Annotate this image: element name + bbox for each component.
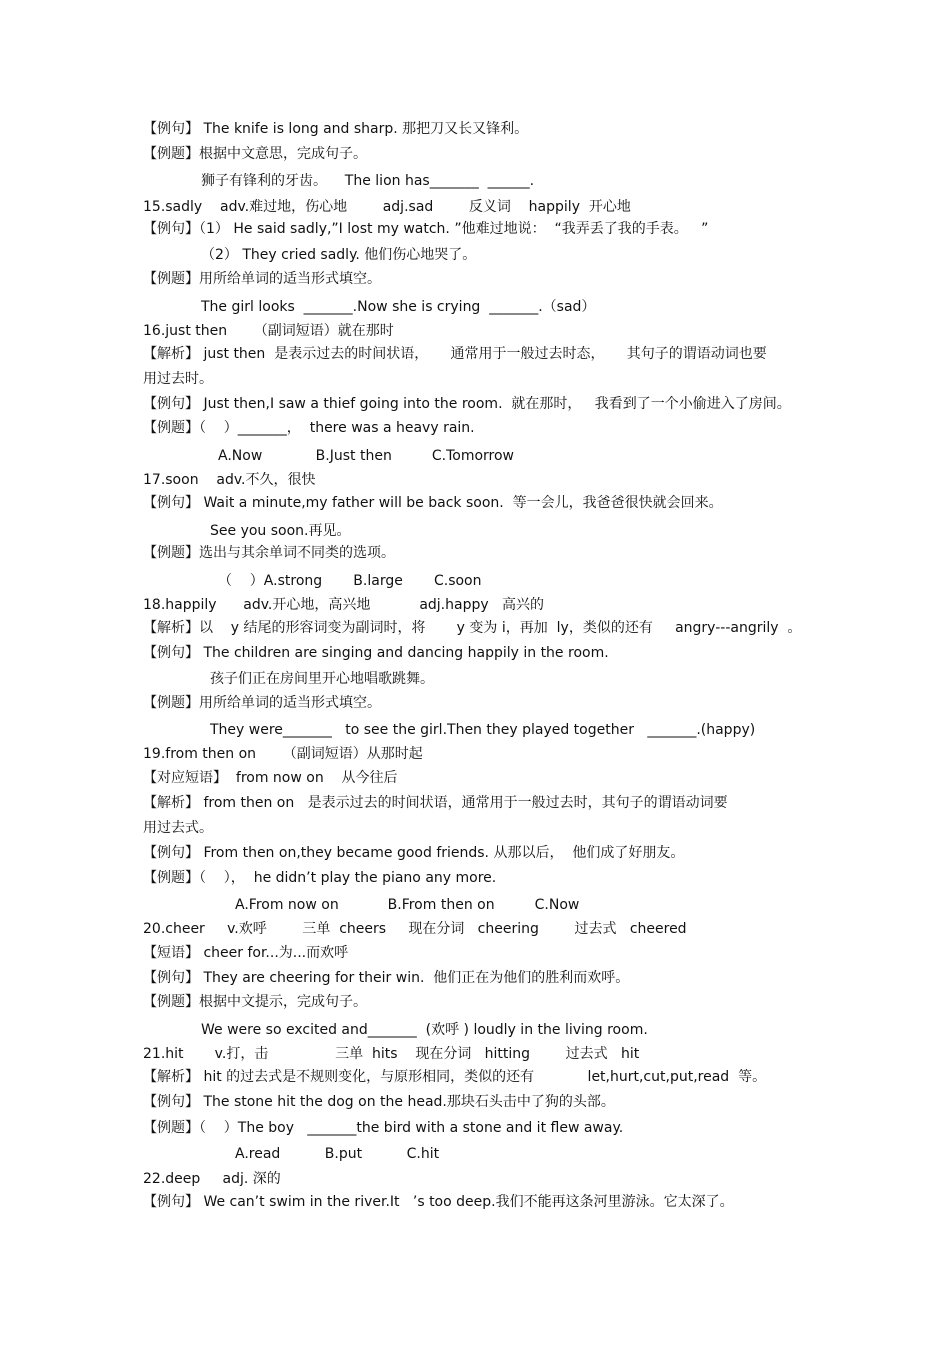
exercise-question: The girl looks _______.Now she is crying _______.（sad） (201, 299, 596, 315)
example-sentence: See you soon.再见。 (210, 523, 351, 539)
exercise-options: A.read B.put C.hit (235, 1146, 440, 1162)
analysis-text: 【解析】以 y 结尾的形容词变为副词时，将 y 变为 i，再加 ly，类似的还有 angry---angrily 。 (143, 620, 802, 636)
analysis-text: 【解析】 just then 是表示过去的时间状语， 通常用于一般过去时态， 其句子的谓语动词也要 (143, 346, 767, 362)
exercise-question: 【例题】（ ）_______， there was a heavy rain. (143, 420, 475, 436)
analysis-text: 用过去时。 (143, 371, 213, 387)
exercise-question: We were so excited and_______ (欢呼 ) loudly in the living room. (201, 1022, 648, 1038)
example-sentence: 【例句】 The knife is long and sharp. 那把刀又长又锋利。 (143, 121, 529, 137)
vocab-entry-20: 20.cheer v.欢呼 三单 cheers 现在分词 cheering 过去式 cheered (143, 921, 687, 937)
example-sentence: 【例句】 Just then,I saw a thief going into the room. 就在那时， 我看到了一个小偷进入了房间。 (143, 396, 791, 412)
example-sentence: 【例句】 Wait a minute,my father will be back soon. 等一会儿，我爸爸很快就会回来。 (143, 495, 723, 511)
vocab-entry-17: 17.soon adv.不久，很快 (143, 472, 316, 488)
example-sentence: 【例句】 From then on,they became good friends. 从那以后， 他们成了好朋友。 (143, 845, 685, 861)
analysis-text: 【解析】 hit 的过去式是不规则变化，与原形相同，类似的还有 let,hurt,cut,put,read 等。 (143, 1069, 767, 1085)
exercise-question: They were_______ to see the girl.Then they played together _______.(happy) (210, 722, 756, 738)
analysis-text: 【解析】 from then on 是表示过去的时间状语，通常用于一般过去时，其句子的谓语动词要 (143, 795, 728, 811)
example-sentence: （2） They cried sadly. 他们伤心地哭了。 (201, 247, 477, 263)
exercise-question: 狮子有锋利的牙齿。 The lion has_______ ______. (201, 173, 535, 189)
exercise-options: A.From now on B.From then on C.Now (235, 897, 580, 913)
vocab-entry-22: 22.deep adj. 深的 (143, 1171, 281, 1187)
phrase-entry: 【短语】 cheer for...为...而欢呼 (143, 945, 349, 961)
phrase-entry: 【对应短语】 from now on 从今往后 (143, 770, 398, 786)
example-sentence: 【例句】 The stone hit the dog on the head.那块石头击中了狗的头部。 (143, 1094, 615, 1110)
exercise-instruction: 【例题】根据中文意思，完成句子。 (143, 146, 367, 162)
vocab-entry-18: 18.happily adv.开心地，高兴地 adj.happy 高兴的 (143, 597, 544, 613)
vocab-entry-21: 21.hit v.打，击 三单 hits 现在分词 hitting 过去式 hit (143, 1046, 640, 1062)
exercise-options: （ ）A.strong B.large C.soon (218, 573, 482, 589)
vocab-entry-19: 19.from then on （副词短语）从那时起 (143, 746, 423, 762)
example-sentence: 【例句】 The children are singing and dancing happily in the room. (143, 645, 609, 661)
example-sentence: 【例句】（1） He said sadly,”I lost my watch. ”他难过地说： “我弄丢了我的手表。 ” (143, 221, 709, 237)
exercise-instruction: 【例题】用所给单词的适当形式填空。 (143, 695, 381, 711)
vocab-entry-16: 16.just then （副词短语）就在那时 (143, 323, 394, 339)
analysis-text: 用过去式。 (143, 820, 213, 836)
exercise-options: A.Now B.Just then C.Tomorrow (218, 448, 515, 464)
exercise-question: 【例题】（ ）， he didn’t play the piano any more. (143, 870, 497, 886)
exercise-question: 【例题】（ ）The boy _______the bird with a stone and it flew away. (143, 1120, 624, 1136)
example-sentence: 【例句】 They are cheering for their win. 他们正在为他们的胜利而欢呼。 (143, 970, 630, 986)
example-sentence: 【例句】 We can’t swim in the river.It ’s too deep.我们不能再这条河里游泳。它太深了。 (143, 1194, 734, 1210)
exercise-instruction: 【例题】用所给单词的适当形式填空。 (143, 271, 381, 287)
example-sentence: 孩子们正在房间里开心地唱歌跳舞。 (210, 671, 434, 687)
vocab-entry-15: 15.sadly adv.难过地，伤心地 adj.sad 反义词 happily 开心地 (143, 199, 631, 215)
exercise-instruction: 【例题】选出与其余单词不同类的选项。 (143, 545, 395, 561)
exercise-instruction: 【例题】根据中文提示，完成句子。 (143, 994, 367, 1010)
